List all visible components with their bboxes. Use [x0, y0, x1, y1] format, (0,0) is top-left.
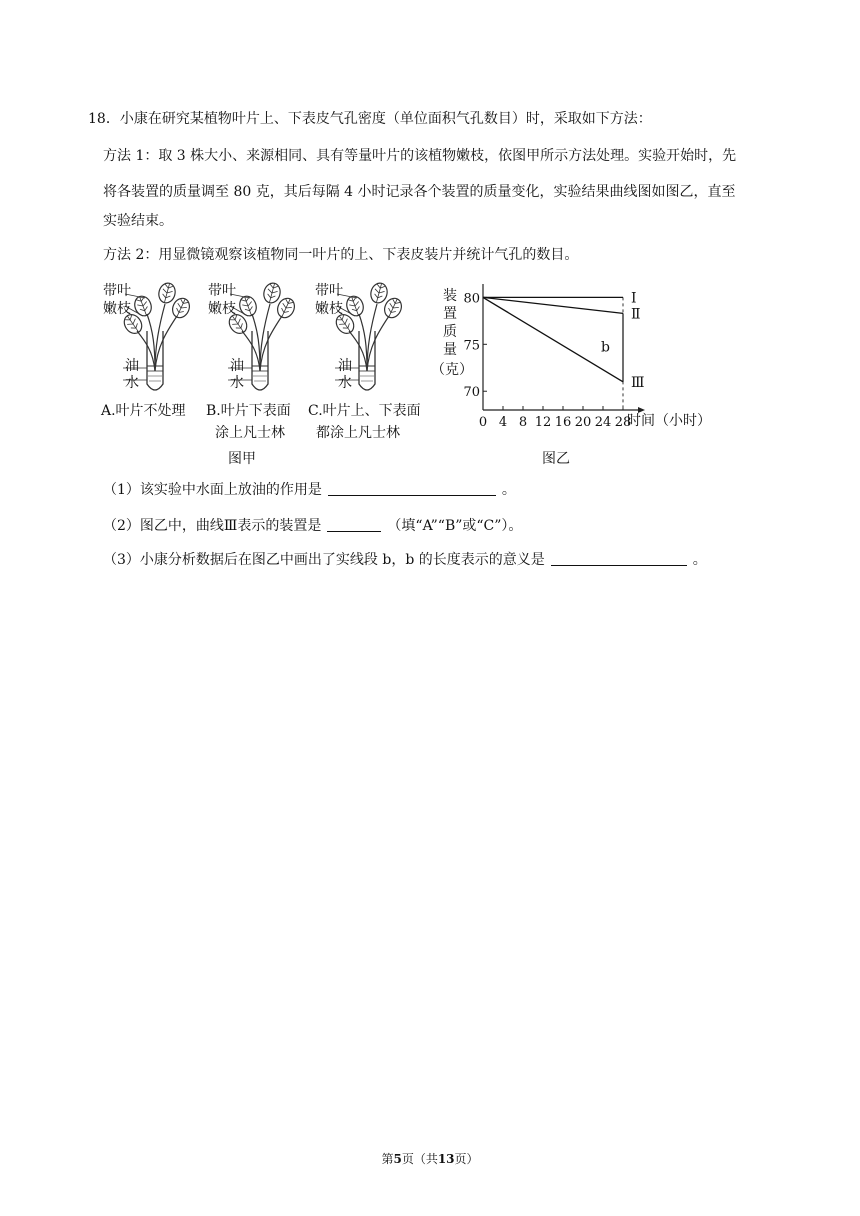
- figure-jia-caption: 图甲: [228, 451, 256, 467]
- segment-b-label: b: [601, 339, 610, 356]
- question-stem: 18．小康在研究某植物叶片上、下表皮气孔密度（单位面积气孔数目）时，采取如下方法：: [88, 111, 652, 127]
- figure-yi-caption: 图乙: [542, 451, 570, 467]
- sub-question-2-text: （2）图乙中，曲线Ⅲ表示的装置是: [103, 518, 322, 534]
- label-oil-a: 油: [125, 358, 139, 374]
- label-water-a: 水: [125, 375, 139, 391]
- label-branch-2-a: 嫩枝: [103, 301, 131, 317]
- label-branch-2-b: 嫩枝: [208, 301, 236, 317]
- method1-line1: 方法 1：取 3 株大小、来源相同、具有等量叶片的该植物嫩枝，依图甲所示方法处理。实验开始时，先: [103, 148, 737, 164]
- label-branch-1-b: 带叶: [208, 283, 236, 299]
- chart-series: [483, 290, 645, 410]
- method1-line2: 将各装置的质量调至 80 克，其后每隔 4 小时记录各个装置的质量变化，实验结果曲线图如图乙，直至: [103, 184, 736, 200]
- footer-page-number: 5: [393, 1152, 402, 1166]
- sub-question-3: [103, 550, 707, 570]
- item-c-label-2: 都涂上凡士林: [316, 425, 400, 441]
- chart-ticks: [463, 291, 631, 430]
- item-a-label: A.叶片不处理: [101, 403, 186, 419]
- ylabel-char-2: 置: [443, 306, 457, 322]
- footer-mid: 页（共: [401, 1152, 438, 1166]
- item-c-label: C.叶片上、下表面: [308, 403, 421, 419]
- x-tick-label: 20: [574, 415, 592, 430]
- y-tick-label: 70: [463, 385, 480, 401]
- figure-jia: [95, 276, 455, 396]
- method2-text: 方法 2：用显微镜观察该植物同一叶片的上、下表皮装片并统计气孔的数目。: [103, 247, 579, 263]
- x-tick-label: 28: [614, 415, 632, 430]
- series-label-3: Ⅲ: [631, 374, 645, 391]
- y-tick-label: 75: [463, 338, 480, 354]
- item-b-label: B.叶片下表面: [206, 403, 291, 419]
- x-tick-label: 16: [554, 415, 572, 430]
- ylabel-char-1: 装: [443, 288, 457, 304]
- page-footer: [0, 1150, 860, 1167]
- series-line-2: [483, 297, 623, 313]
- label-branch-1-a: 带叶: [103, 283, 131, 299]
- footer-total-pages: 13: [437, 1152, 455, 1166]
- ylabel-char-3: 质: [443, 324, 457, 340]
- answer-blank-2[interactable]: [327, 517, 381, 532]
- x-tick-label: 0: [478, 415, 488, 430]
- answer-blank-1[interactable]: [328, 481, 496, 496]
- x-tick-label: 24: [594, 415, 612, 430]
- x-tick-label: 12: [534, 415, 552, 430]
- method1-line3: 实验结束。: [103, 213, 173, 229]
- label-branch-2-c: 嫩枝: [315, 301, 343, 317]
- label-water-c: 水: [338, 375, 352, 391]
- ylabel-unit: （克）: [431, 362, 473, 378]
- sub-question-1-tail: 。: [501, 482, 516, 498]
- ylabel-char-4: 量: [443, 342, 457, 358]
- label-branch-1-c: 带叶: [315, 283, 343, 299]
- sub-question-2-tail: （填“A”“B”或“C”）。: [387, 518, 523, 534]
- label-water-b: 水: [230, 375, 244, 391]
- sub-question-1: [103, 480, 516, 500]
- y-tick-label: 80: [463, 291, 480, 307]
- item-b-label-2: 涂上凡士林: [215, 425, 285, 441]
- sub-question-1-text: （1）该实验中水面上放油的作用是: [103, 482, 322, 498]
- x-tick-label: 4: [498, 415, 508, 430]
- sub-question-3-tail: 。: [692, 552, 707, 568]
- answer-blank-3[interactable]: [551, 551, 687, 566]
- chart-axes: [483, 284, 645, 413]
- footer-suffix: 页）: [454, 1152, 479, 1166]
- sub-question-3-text: （3）小康分析数据后在图乙中画出了实线段 b，b 的长度表示的意义是: [103, 552, 545, 568]
- sub-question-2: [103, 516, 522, 536]
- series-label-1: Ⅰ: [631, 290, 637, 307]
- label-oil-c: 油: [338, 358, 352, 374]
- xlabel: 时间（小时）: [627, 413, 711, 429]
- footer-prefix: 第: [381, 1152, 394, 1166]
- series-label-2: Ⅱ: [631, 306, 641, 323]
- label-oil-b: 油: [230, 358, 244, 374]
- x-tick-label: 8: [518, 415, 528, 430]
